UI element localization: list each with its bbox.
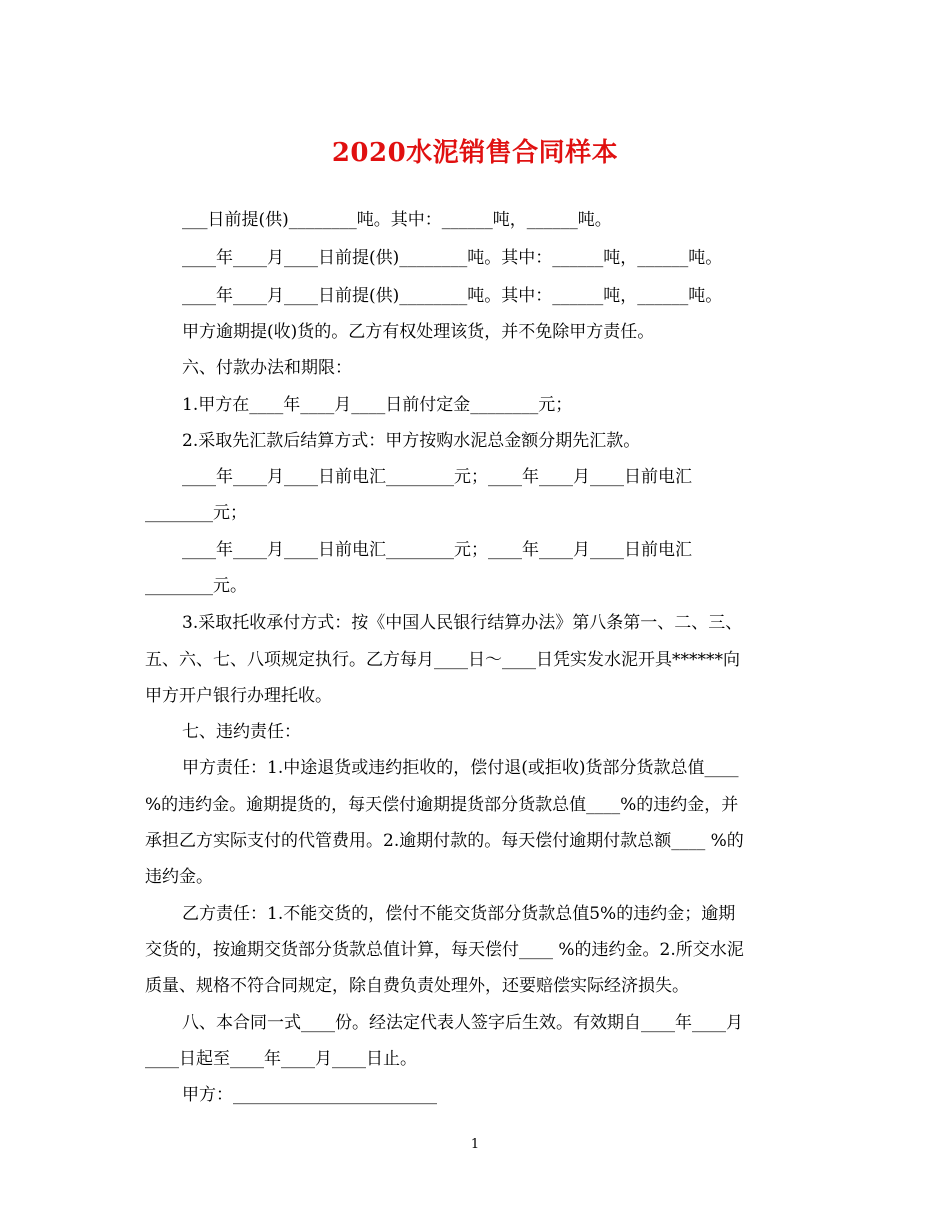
text-line: 八、本合同一式____份。经法定代表人签字后生效。有效期自____年____月: [182, 1013, 743, 1033]
text-line: 交货的，按逾期交货部分货款总值计算，每天偿付____ %的违约金。2.所交水泥: [145, 940, 744, 960]
text-line: 乙方责任：1.不能交货的，偿付不能交货部分货款总值5%的违约金；逾期: [182, 904, 736, 924]
signature-line: 甲方：________________________: [182, 1085, 437, 1105]
text-line: 甲方责任：1.中途退货或违约拒收的，偿付退(或拒收)货部分货款总值____: [182, 758, 739, 778]
text-line: ___日前提(供)________吨。其中：______吨，______吨。: [182, 210, 612, 230]
document-title: 2020水泥销售合同样本: [331, 138, 619, 168]
page-number: 1: [470, 1137, 480, 1152]
text-line: 1.甲方在____年____月____日前付定金________元；: [182, 395, 573, 415]
text-line: ____日起至____年____月____日止。: [145, 1049, 417, 1069]
text-line: %的违约金。逾期提货的，每天偿付逾期提货部分货款总值____%的违约金，并: [145, 795, 739, 815]
text-line: 违约金。: [145, 867, 213, 887]
text-line: ____年____月____日前提(供)________吨。其中：______吨，______吨。: [182, 286, 723, 306]
text-line: 甲方开户银行办理托收。: [145, 686, 332, 706]
section-heading: 七、违约责任：: [182, 722, 301, 742]
text-line: 质量、规格不符合同规定，除自费负责处理外，还要赔偿实际经济损失。: [145, 976, 689, 996]
text-line: 承担乙方实际支付的代管费用。2.逾期付款的。每天偿付逾期付款总额____ %的: [145, 831, 744, 851]
text-line: ____年____月____日前电汇________元；____年____月____日前电汇: [182, 467, 692, 487]
text-line: ________元。: [145, 576, 247, 596]
section-heading: 六、付款办法和期限：: [182, 358, 352, 378]
text-line: ____年____月____日前提(供)________吨。其中：______吨，______吨。: [182, 248, 723, 268]
text-line: 3.采取托收承付方式：按《中国人民银行结算办法》第八条第一、二、三、: [182, 613, 743, 633]
text-line: ____年____月____日前电汇________元；____年____月____日前电汇: [182, 540, 692, 560]
text-line: ________元；: [145, 503, 247, 523]
text-line: 2.采取先汇款后结算方式：甲方按购水泥总金额分期先汇款。: [182, 431, 641, 451]
text-line: 五、六、七、八项规定执行。乙方每月____日～____日凭实发水泥开具******向: [145, 650, 740, 670]
text-line: 甲方逾期提(收)货的。乙方有权处理该货，并不免除甲方责任。: [182, 322, 655, 342]
